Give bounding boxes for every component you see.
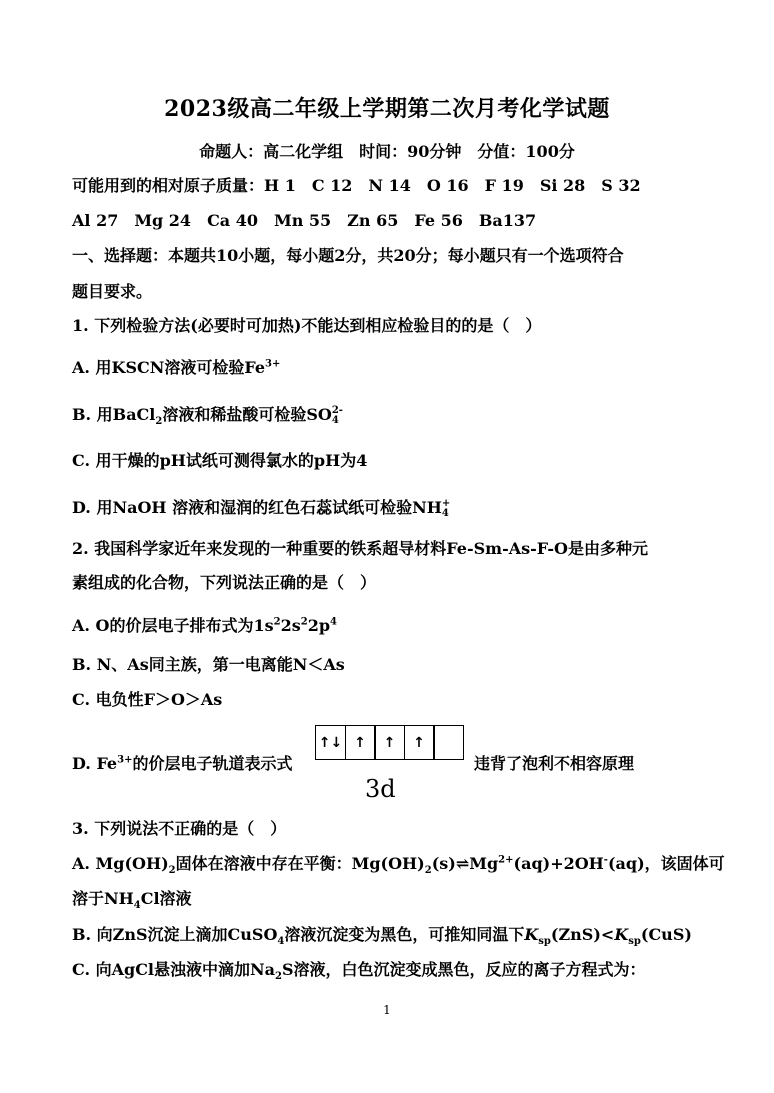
- q1-option-d: D. 用NaOH 溶液和湿润的红色石蕊试纸可检验NH + 4: [72, 497, 451, 519]
- q2-option-b: B. N、As同主族，第一电离能N＜As: [72, 655, 345, 674]
- q3-option-c: C. 向AgCl悬浊液中滴加$Na_2S$溶液，白色沉淀变成黑色，反应的离子方程式为：: [72, 960, 646, 983]
- q3-option-b: B. 向ZnS沉淀上滴加CuSO$_4$溶液沉淀变为黑色，可推知同温下$K_{sp}(ZnS)<K_{sp}(CuS)$: [72, 925, 692, 948]
- q1-option-a: A. 用KSCN溶液可检验$Fe^{3+}$: [72, 358, 281, 377]
- q1-stem: 1. 下列检验方法(必要时可加热)不能达到相应检验目的的是（ ）: [72, 316, 542, 335]
- page-title: 2023级高二年级上学期第二次月考化学试题: [164, 96, 610, 122]
- q1-option-c: C. 用干燥的pH试纸可测得氯水的pH为4: [72, 451, 368, 470]
- q3-option-a-line-1: A. $Mg(OH)_2$固体在溶液中存在平衡：$Mg(OH)_2(s)\rightleftharpoons Mg^{2+}(aq)+2OH^-(aq)$，该固体可: [72, 854, 725, 877]
- orbital-box: [433, 725, 464, 760]
- q2-option-a: A. O的价层电子排布式为$1s^22s^22p^4$: [72, 616, 338, 635]
- orbital-label: 3d: [365, 775, 396, 803]
- q3-stem: 3. 下列说法不正确的是（ ）: [72, 819, 287, 838]
- exam-meta: 命题人：高二化学组 时间：90分钟 分值：100分: [199, 142, 575, 161]
- orbital-box: ↑: [345, 725, 376, 760]
- orbital-box: ↑↓: [315, 725, 346, 760]
- section-heading-line-1: 一、选择题：本题共10小题，每小题2分，共20分；每小题只有一个选项符合: [72, 246, 624, 265]
- q2-option-d-prefix: D. $Fe^{3+}$的价层电子轨道表示式: [72, 754, 293, 773]
- q2-option-c: C. 电负性F＞O＞As: [72, 690, 223, 709]
- section-heading-line-2: 题目要求。: [72, 282, 153, 301]
- q2-option-d-suffix: 违背了泡利不相容原理: [474, 754, 635, 773]
- q1-option-b: B. 用BaCl$_2$溶液和稀盐酸可检验SO 2- 4: [72, 404, 343, 428]
- orbital-box: ↑: [404, 725, 435, 760]
- q2-stem-line-1: 2. 我国科学家近年来发现的一种重要的铁系超导材料Fe-Sm-As-F-O是由多种元: [72, 539, 648, 558]
- orbital-diagram: [315, 725, 464, 760]
- atomic-masses-line-2: Al 27 Mg 24 Ca 40 Mn 55 Zn 65 Fe 56 Ba137: [72, 211, 537, 230]
- q3-option-a-line-2: 溶于$NH_4Cl$溶液: [72, 889, 192, 912]
- q2-stem-line-2: 素组成的化合物，下列说法正确的是（ ）: [72, 573, 377, 592]
- atomic-masses-line-1: 可能用到的相对原子质量：H 1 C 12 N 14 O 16 F 19 Si 28 S 32: [72, 176, 641, 195]
- orbital-box: ↑: [374, 725, 405, 760]
- page-number: 1: [383, 1003, 391, 1017]
